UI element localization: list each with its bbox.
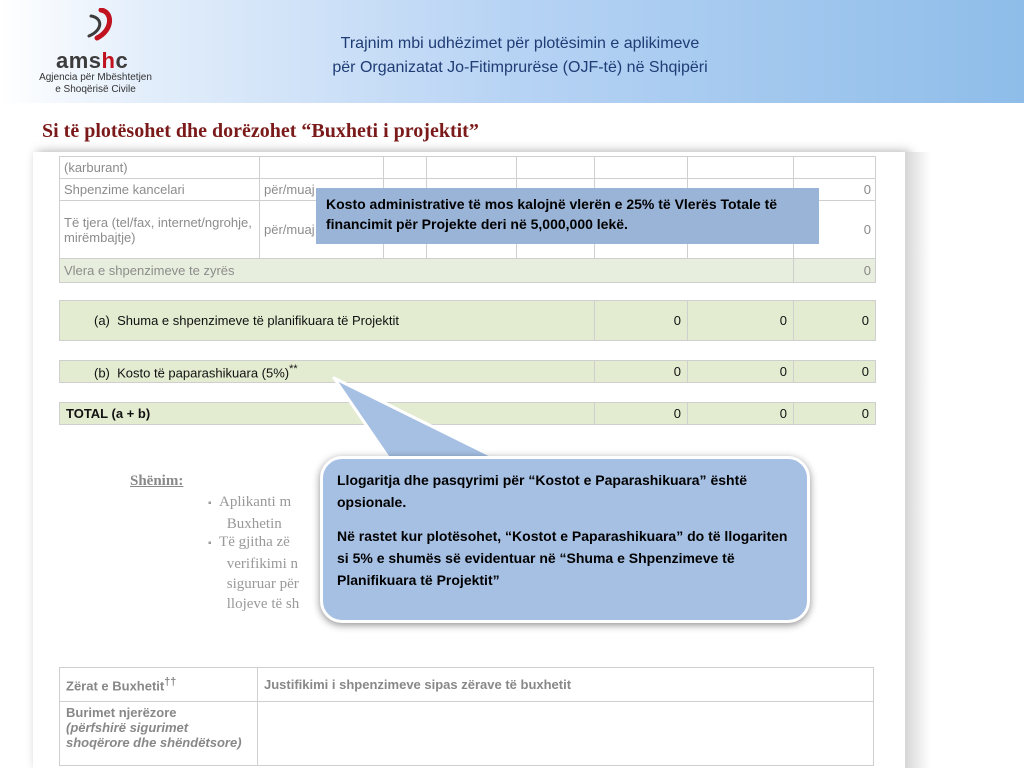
row-unit: për/muaj [260,179,384,201]
admin-cost-callout: Kosto administrative të mos kalojnë vlerën e 25% të Vlerës Totale të financimit për Projekte deri në 5,000,000 lekë. [316,188,819,244]
total-value: 0 [688,361,794,383]
total-value: 0 [595,361,688,383]
total-value: 0 [794,361,876,383]
row-label: Të tjera (tel/fax, internet/ngrohje, mirëmbajtje) [60,201,260,259]
total-label: TOTAL (a + b) [60,403,595,425]
row-label: Shpenzime kancelari [60,179,260,201]
column-header: Justifikimi i shpenzimeve sipas zërave të buxhetit [258,668,874,702]
table-row [60,702,874,766]
row-value: 0 [794,179,876,201]
logo-swirl-icon [83,8,143,48]
total-label: (b) Kosto të paparashikuara (5%)** [60,361,595,383]
table-row [60,259,876,283]
total-value: 0 [595,301,688,341]
row-value: 0 [794,259,876,283]
total-label: (a) Shuma e shpenzimeve të planifikuara të Projektit [60,301,595,341]
callout-paragraph: Në rastet kur plotësohet, “Kostot e Paparashikuara” do të llogariten si 5% e shumës së evidentuar në “Shuma e Shpenzimeve të Planifikuara të Projektit” [337,528,788,588]
note-bullet-2: ▪ Të gjitha zë verifikimi n siguruar për llojeve të sh [208,534,300,612]
logo-subtitle: Agjencia për Mbështetjen e Shoqërisë Civile [39,72,152,95]
row-value: 0 [794,201,876,259]
table-header-row [60,668,874,702]
row-label: Burimet njerëzore (përfshirë sigurimet shoqërore dhe shëndëtsore) [60,702,258,766]
callout-paragraph: Llogaritja dhe pasqyrimi për “Kostot e Paparashikuara” është opsionale. [337,472,748,510]
row-label: (karburant) [60,157,260,179]
total-value: 0 [794,301,876,341]
total-value: 0 [595,403,688,425]
total-value: 0 [688,301,794,341]
slide-heading: Si të plotësohet dhe dorëzohet “Buxheti i projektit” [42,120,479,142]
total-value: 0 [688,403,794,425]
note-bullet-1: ▪ Aplikanti m Buxhetin [208,494,292,532]
amshc-logo [28,8,178,98]
row-label: Vlera e shpenzimeve te zyrës [60,259,794,283]
row-unit: për/muaj [260,201,384,259]
total-value: 0 [794,403,876,425]
document-page-edge [905,152,931,768]
column-header: Zërat e Buxhetit†† [60,668,258,702]
table-row-planned-costs [60,301,876,341]
contingency-callout [320,456,810,623]
header-title: Trajnim mbi udhëzimet për plotësimin e aplikimeve për Organizatat Jo-Fitimprurëse (OJF-të) në Shqipëri [332,35,708,76]
slide-header [0,0,1024,103]
table-row [60,157,876,179]
budget-justification-table [59,667,874,766]
logo-wordmark: amshc [56,48,129,73]
note-title: Shënim: [130,473,184,489]
